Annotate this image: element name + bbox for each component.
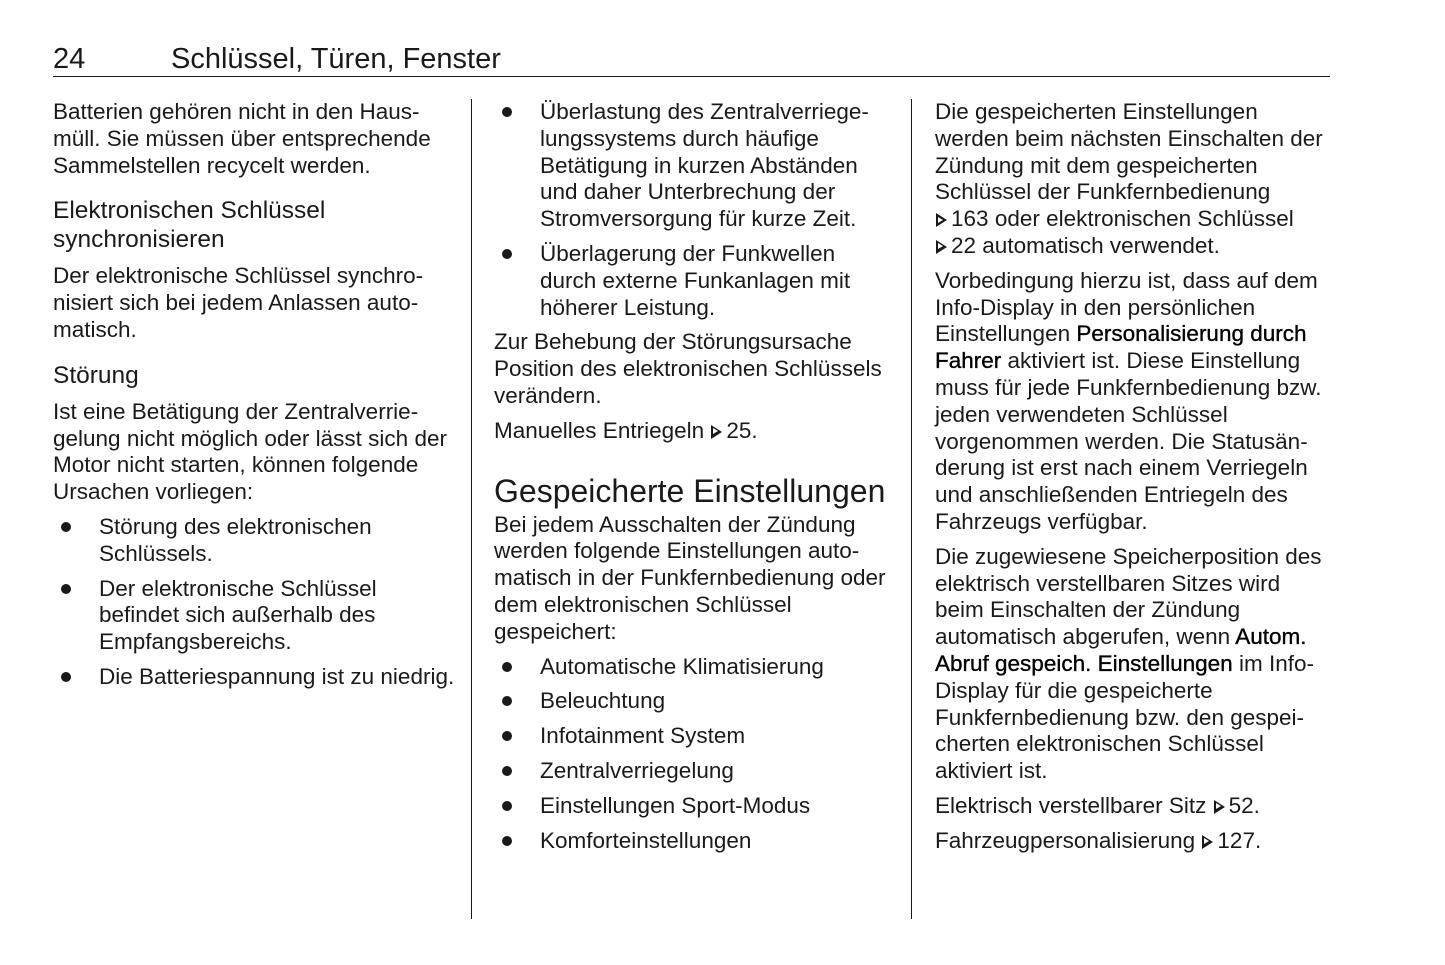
page-reference-icon (1214, 800, 1225, 814)
page-ref-22[interactable]: 22 (951, 232, 977, 258)
remedy-text: Zur Behebung der Störungsursache Position des elektronischen Schlüssels verändern. (494, 329, 882, 408)
list-item: Zentralverriegelung (494, 758, 894, 785)
bullet-icon (61, 522, 71, 532)
page-reference-icon (711, 425, 722, 439)
causes-list-continued (494, 99, 894, 321)
manual-unlock-ref[interactable]: Manuelles Entriegeln 25. (494, 417, 758, 443)
battery-disposal-text: Batterien gehören nicht in den Hausmüll. Sie müssen über entsprechende Sammelstellen recycelt werden. (53, 99, 431, 178)
saved-settings-heading: Gespeicherte Einstellungen (494, 472, 886, 509)
bullet-icon (502, 801, 512, 811)
seat-memory-text: Die zugewiesene Speicherposition des elektrisch verstellbaren Sitzes wird beim Einschalten der Zündung automatisch abgerufen, wenn Autom. Abruf gespeich. Einstellungen im Info-Display für die gespeicherte Funkfernbedienung bzw. den gespeicherten elektronischen Schlüssel aktiviert ist. (935, 543, 1322, 784)
sync-heading: Elektronischen Schlüssel synchronisieren (53, 197, 326, 254)
menu-term: Personalisierung durch Fahrer (935, 321, 1307, 374)
sync-text: Der elektronische Schlüssel synchronisiert sich bei jedem Anlassen automatisch. (53, 263, 424, 342)
page-reference-icon (1202, 835, 1213, 849)
page-reference-icon (936, 213, 947, 227)
column-1 (53, 99, 458, 699)
list-item: Infotainment System (494, 723, 894, 750)
list-item: Komforteinstellungen (494, 828, 894, 855)
page-header (53, 40, 1330, 77)
causes-list (53, 514, 458, 691)
column-divider (911, 99, 912, 919)
menu-term: Autom. Abruf gespeich. Einstellungen (935, 624, 1307, 676)
column-2 (494, 99, 894, 862)
page-number: 24 (53, 43, 86, 75)
bullet-icon (61, 584, 71, 594)
list-item: Störung des elektronischen Schlüssels. (53, 514, 458, 568)
personalization-ref[interactable]: Fahrzeugpersonalisierung 127. (935, 827, 1262, 853)
list-item: Überlagerung der Funkwellen durch externe Funkanlagen mit höherer Leistung. (494, 241, 894, 321)
list-item: Automatische Klimatisierung (494, 654, 894, 681)
column-3 (935, 99, 1335, 863)
list-item: Überlastung des Zentralverriegelungssystems durch häufige Betätigung in kurzen Abständen und daher Unterbrechung der Stromversorgung für kurze Zeit. (494, 99, 894, 233)
precondition-text: Vorbedingung hierzu ist, dass auf dem Info-Display in den persönlichen Einstellungen Personalisierung durch Fahrer aktiviert ist. Diese Einstellung muss für jede Funkfernbedienung bzw. jeden verwendeten Schlüssel vorgenommen werden. Die Statusänderung ist erst nach einem Verriegeln und anschließenden Entriegeln des Fahrzeugs verfügbar. (935, 267, 1322, 534)
saved-settings-text: Bei jedem Ausschalten der Zündung werden folgende Einstellungen automatisch in der Funkfernbedienung oder dem elektronischen Schlüssel gespeichert: (494, 511, 886, 644)
bullet-icon (502, 836, 512, 846)
bullet-icon (502, 696, 512, 706)
page-ref-163[interactable]: 163 (951, 206, 989, 232)
chapter-title: Schlüssel, Türen, Fenster (171, 43, 501, 75)
column-divider (471, 99, 472, 919)
bullet-icon (502, 107, 512, 117)
bullet-icon (502, 731, 512, 741)
list-item: Beleuchtung (494, 688, 894, 715)
bullet-icon (61, 672, 71, 682)
list-item: Der elektronische Schlüssel befindet sich außerhalb des Empfangsbereichs. (53, 576, 458, 656)
list-item: Die Batteriespannung ist zu niedrig. (53, 664, 458, 691)
bullet-icon (502, 249, 512, 259)
saved-settings-list (494, 654, 894, 855)
page-reference-icon (936, 240, 947, 254)
seat-ref[interactable]: Elektrisch verstellbarer Sitz 52. (935, 792, 1260, 818)
fault-text: Ist eine Betätigung der Zentralverriegelung nicht möglich oder lässt sich der Motor nicht starten, können folgende Ursachen vorliegen: (53, 398, 447, 505)
list-item: Einstellungen Sport-Modus (494, 793, 894, 820)
fault-heading: Störung (53, 361, 139, 389)
bullet-icon (502, 766, 512, 776)
saved-usage-text: Die gespeicherten Einstellungen werden beim nächsten Einschalten der Zündung mit dem gespeicherten Schlüssel der Funkfernbedienung 163 oder elektronischen Schlüssel 22 automatisch verwendet. (935, 99, 1323, 258)
bullet-icon (502, 662, 512, 672)
